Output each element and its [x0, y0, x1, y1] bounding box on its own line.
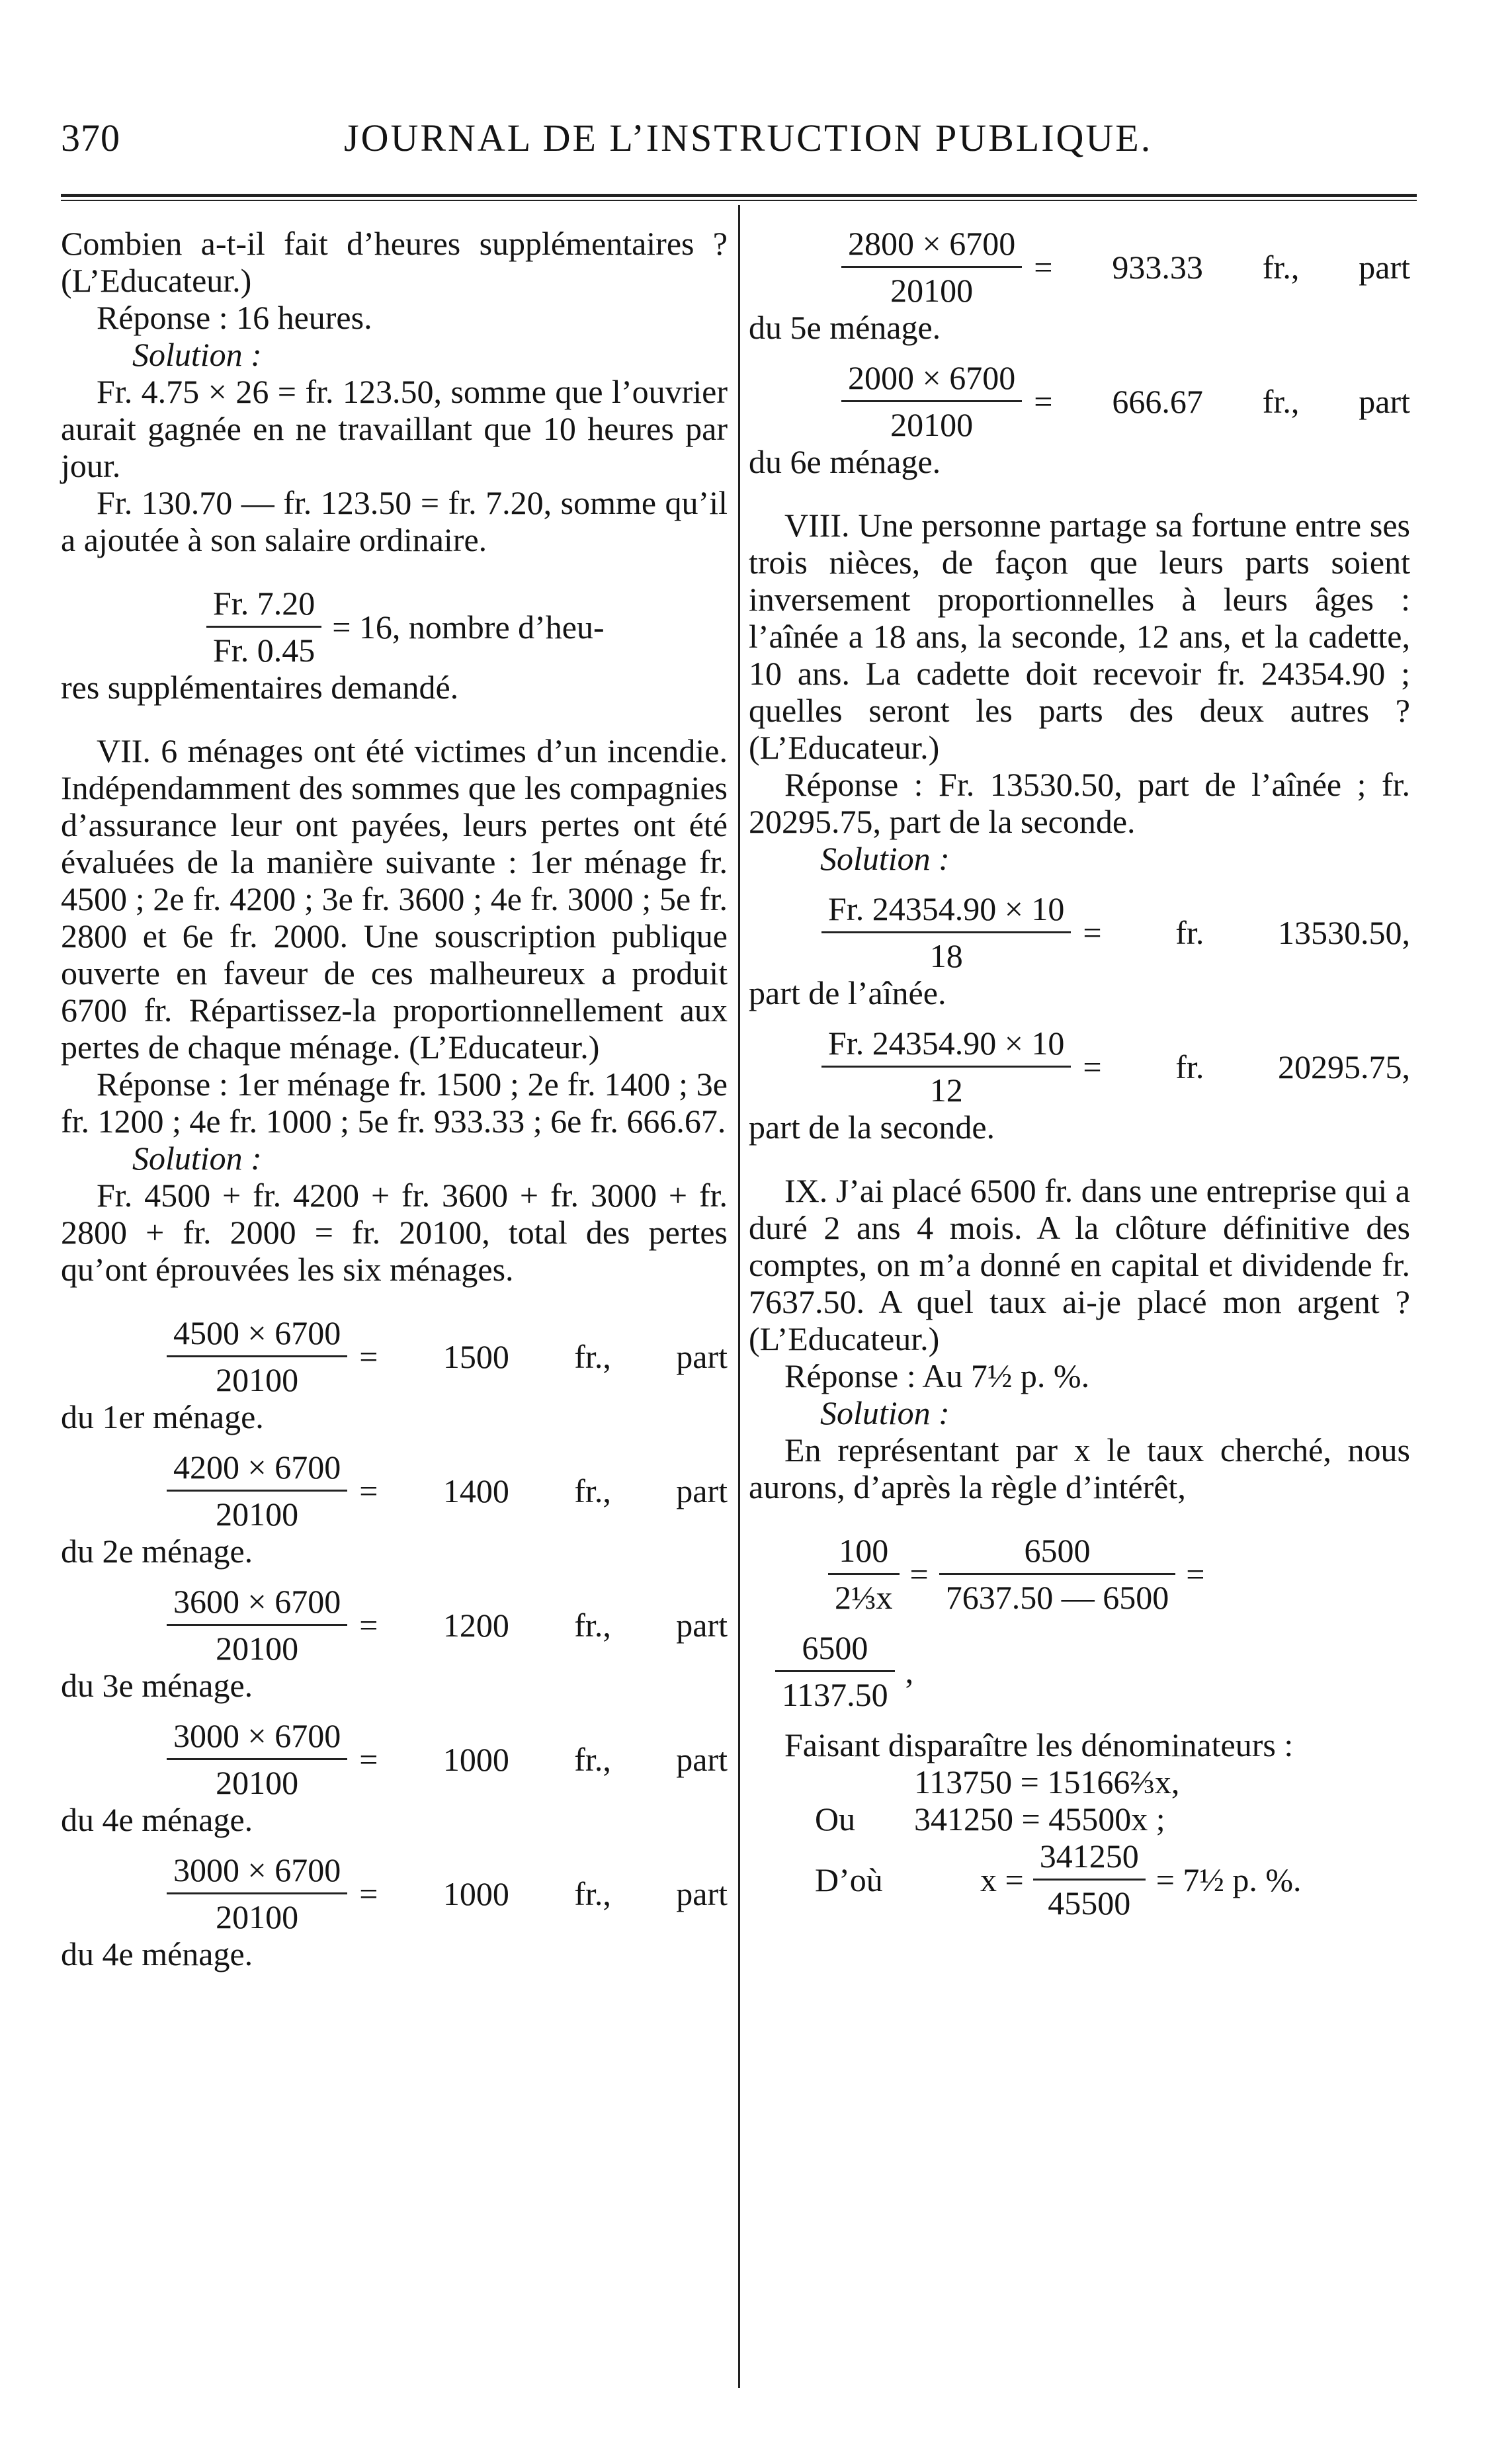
household-label: du 5e ménage.	[749, 309, 941, 346]
answer-vii: Réponse : 1er ménage fr. 1500 ; 2e fr. 1400 ; 3e fr. 1200 ; 4e fr. 1000 ; 5e fr. 933.33 ; 6e fr. 666.67.	[61, 1066, 728, 1140]
fraction-bar	[1033, 1879, 1146, 1881]
fraction-denominator: 12	[929, 1072, 963, 1109]
solution-heading: Solution :	[820, 840, 950, 877]
solution-sum: Fr. 4500 + fr. 4200 + fr. 3600 + fr. 3000 + fr. 2800 + fr. 2000 = fr. 20100, total des pertes qu’ont éprouvées les six ménages.	[61, 1177, 728, 1288]
problem-vii: VII. 6 ménages ont été victimes d’un incendie. Indépendamment des sommes que les compagnies d’assurance leur ont payées, leurs pertes ont été évaluées de la manière suivante : 1er ménage fr. 4500 ; 2e fr. 4200 ; 3e fr. 3600 ; 4e fr. 3000 ; 5e fr. 2800 et 6e fr. 2000. Une souscription publique ouverte en faveur de ces malheureux a produit 6700 fr. Répartissez-la proportionnellement aux pertes de chaque ménage. (L’Educateur.)	[61, 732, 728, 1066]
equation-line: 113750 = 15166⅔x,	[914, 1763, 1180, 1800]
solution-heading: Solution :	[820, 1394, 950, 1431]
problem-ix: IX. J’ai placé 6500 fr. dans une entreprise qui a duré 2 ans 4 mois. A la clôture définitive des comptes, on m’a donné en capital et dividende fr. 7637.50. A quel taux ai-je placé mon argent ? (L’Educateur.)	[749, 1172, 1410, 1357]
fraction-bar	[841, 266, 1022, 268]
equation-line: 341250 = 45500x ;	[914, 1800, 1165, 1838]
fraction-result: = fr. 20295.75,	[1083, 1048, 1410, 1085]
fraction-result: = 666.67 fr., part	[1034, 382, 1410, 420]
fraction-equation	[61, 1717, 728, 1801]
fraction	[821, 890, 1071, 974]
fraction-numerator: 3000 × 6700	[173, 1851, 341, 1888]
fraction-bar	[206, 626, 321, 628]
word-dou: D’où	[815, 1861, 883, 1898]
household-fraction-block	[61, 1851, 728, 1972]
fraction-equation	[749, 359, 1410, 443]
fraction-numerator: 4200 × 6700	[173, 1449, 341, 1486]
fraction-result: = 16, nombre d’heu-	[332, 608, 605, 646]
left-column	[61, 225, 728, 1972]
word-ou: Ou	[815, 1800, 856, 1838]
fraction-numerator: 2800 × 6700	[848, 225, 1016, 262]
fraction-bar	[841, 400, 1022, 402]
right-column	[749, 225, 1410, 1922]
solution-paragraph: Fr. 130.70 — fr. 123.50 = fr. 7.20, somme qu’il a ajoutée à son salaire ordinaire.	[61, 484, 728, 558]
fraction-denominator: 18	[929, 937, 963, 974]
fraction-numerator: 341250	[1039, 1838, 1139, 1875]
equals-sign: =	[1186, 1555, 1205, 1593]
fraction-denominator: 20100	[890, 272, 974, 309]
fraction-numerator: 3600 × 6700	[173, 1583, 341, 1620]
solution-paragraph: Fr. 4.75 × 26 = fr. 123.50, somme que l’ouvrier aurait gagnée en ne travaillant que 10 heures par jour.	[61, 373, 728, 484]
fraction-result: = fr. 13530.50,	[1083, 913, 1410, 951]
header-rule-thin	[61, 200, 1417, 201]
fraction-denominator: 20100	[216, 1361, 299, 1398]
fraction-bar	[167, 1892, 347, 1894]
heir-fraction-block	[749, 1025, 1410, 1146]
comma: ,	[905, 1652, 914, 1690]
heir-fraction-block	[749, 890, 1410, 1011]
fraction	[841, 225, 1022, 309]
column-divider	[738, 205, 740, 2388]
fraction-numerator: 6500	[802, 1629, 868, 1666]
header-rule-thick	[61, 194, 1417, 197]
fraction-equation	[61, 1314, 728, 1398]
fraction-bar	[828, 1573, 900, 1575]
fraction-denominator: 45500	[1048, 1884, 1131, 1922]
household-fraction-block	[749, 225, 1410, 346]
heir-label: part de la seconde.	[749, 1109, 995, 1146]
fraction	[167, 1583, 347, 1667]
fraction-result: = 933.33 fr., part	[1034, 248, 1410, 286]
household-label: du 4e ménage.	[61, 1935, 253, 1972]
fraction	[841, 359, 1022, 443]
paragraph-continuation: res supplémentaires demandé.	[61, 669, 459, 706]
solution-heading: Solution :	[132, 1140, 262, 1177]
fraction-bar	[821, 1066, 1071, 1068]
final-equation	[749, 1838, 1410, 1922]
household-fraction-block	[61, 1717, 728, 1838]
household-fraction-block	[61, 1583, 728, 1704]
fraction-equation	[61, 1449, 728, 1533]
fraction	[167, 1717, 347, 1801]
household-fraction-block	[749, 359, 1410, 480]
fraction-bar	[939, 1573, 1176, 1575]
fraction-numerator: 100	[839, 1532, 889, 1569]
fraction-equation	[61, 585, 728, 669]
fraction	[828, 1532, 900, 1616]
heir-label: part de l’aînée.	[749, 974, 946, 1011]
answer-viii: Réponse : Fr. 13530.50, part de l’aînée ; fr. 20295.75, part de la seconde.	[749, 766, 1410, 840]
fraction-numerator: 4500 × 6700	[173, 1314, 341, 1351]
fraction-numerator: 6500	[1024, 1532, 1091, 1569]
fraction	[167, 1449, 347, 1533]
x-equals: x =	[980, 1861, 1024, 1898]
household-label: du 6e ménage.	[749, 443, 941, 480]
household-label: du 3e ménage.	[61, 1667, 253, 1704]
equals-sign: =	[909, 1555, 929, 1593]
fraction-denominator: 20100	[216, 1898, 299, 1935]
fraction-denominator: Fr. 0.45	[213, 632, 315, 669]
household-fraction-block	[61, 1314, 728, 1435]
solution-heading: Solution :	[132, 336, 262, 373]
fraction	[821, 1025, 1071, 1109]
fraction-equation	[749, 225, 1410, 309]
fraction-bar	[167, 1758, 347, 1760]
equation-row	[749, 1800, 1410, 1838]
fraction-denominator: 20100	[216, 1764, 299, 1801]
fraction-numerator: Fr. 24354.90 × 10	[828, 890, 1065, 927]
interest-equation	[749, 1532, 1410, 1616]
fraction-result: = 7½ p. %.	[1155, 1861, 1302, 1898]
fraction-bar	[167, 1624, 347, 1626]
household-label: du 2e ménage.	[61, 1533, 253, 1570]
fraction-result: = 1000 fr., part	[359, 1875, 728, 1912]
fraction-result: = 1500 fr., part	[359, 1337, 728, 1375]
fraction-equation	[749, 890, 1410, 974]
fraction-equation	[61, 1583, 728, 1667]
paragraph-question-end: Combien a-t-il fait d’heures supplémentaires ? (L’Educateur.)	[61, 225, 728, 299]
fraction-equation	[61, 1851, 728, 1935]
fraction-bar	[167, 1490, 347, 1492]
fraction-denominator: 7637.50 — 6500	[945, 1579, 1169, 1616]
fraction-bar	[775, 1670, 895, 1672]
fraction-result: = 1200 fr., part	[359, 1606, 728, 1644]
fraction	[206, 585, 321, 669]
fraction-numerator: 2000 × 6700	[848, 359, 1016, 396]
fraction-result: = 1400 fr., part	[359, 1472, 728, 1509]
fraction-denominator: 20100	[216, 1496, 299, 1533]
interest-equation-continued	[749, 1629, 1410, 1713]
household-label: du 4e ménage.	[61, 1801, 253, 1838]
household-fraction-block	[61, 1449, 728, 1570]
running-title: JOURNAL DE L’INSTRUCTION PUBLIQUE.	[344, 116, 1153, 159]
fraction-bar	[167, 1355, 347, 1357]
answer-text: Réponse : 16 heures.	[97, 299, 372, 336]
fraction-equation	[749, 1025, 1410, 1109]
fraction	[167, 1851, 347, 1935]
fraction-numerator: Fr. 7.20	[213, 585, 315, 622]
fraction-bar	[821, 931, 1071, 933]
fraction	[775, 1629, 895, 1713]
fraction-denominator: 20100	[216, 1630, 299, 1667]
problem-viii: VIII. Une personne partage sa fortune entre ses trois nièces, de façon que leurs parts soient inversement proportionnelles à leurs âges : l’aînée a 18 ans, la seconde, 12 ans, et la cadette, 10 ans. La cadette doit recevoir fr. 24354.90 ; quelles seront les parts des deux autres ? (L’Educateur.)	[749, 507, 1410, 766]
fraction	[167, 1314, 347, 1398]
page-number: 370	[61, 116, 120, 159]
fraction-numerator: Fr. 24354.90 × 10	[828, 1025, 1065, 1062]
answer-ix: Réponse : Au 7½ p. %.	[784, 1357, 1090, 1394]
fraction-result: = 1000 fr., part	[359, 1740, 728, 1778]
solution-paragraph: En représentant par x le taux cherché, nous aurons, d’après la règle d’intérêt,	[749, 1431, 1410, 1505]
fraction	[1033, 1838, 1146, 1922]
solution-paragraph: Faisant disparaître les dénominateurs :	[784, 1726, 1294, 1763]
fraction-denominator: 2⅓x	[835, 1579, 893, 1616]
fraction-numerator: 3000 × 6700	[173, 1717, 341, 1754]
fraction	[939, 1532, 1176, 1616]
fraction-denominator: 20100	[890, 406, 974, 443]
fraction-denominator: 1137.50	[782, 1676, 888, 1713]
household-label: du 1er ménage.	[61, 1398, 264, 1435]
